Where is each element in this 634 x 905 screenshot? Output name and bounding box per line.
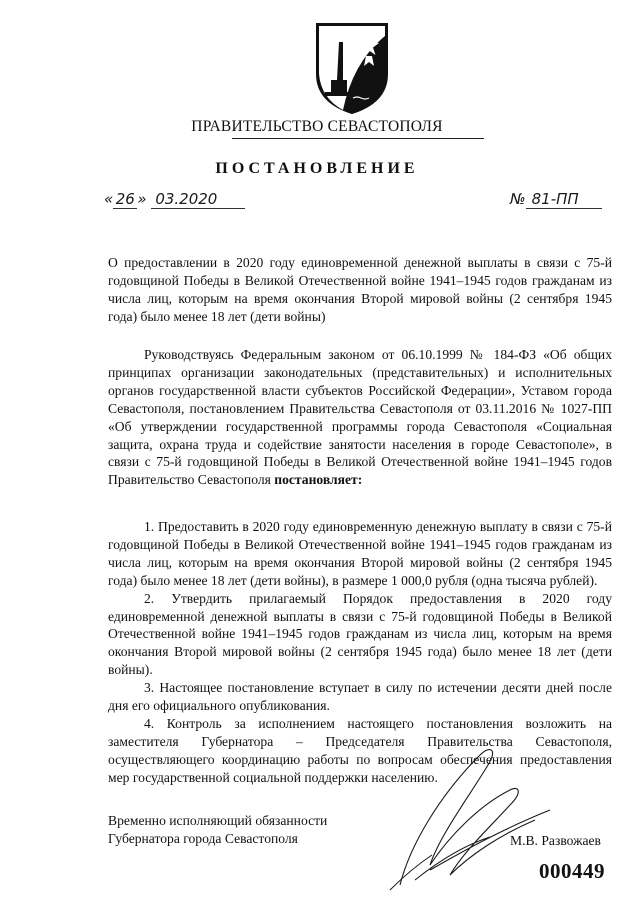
document-date (104, 190, 245, 209)
document-subject: О предоставлении в 2020 году единовременной денежной выплаты в связи с 75-й годовщиной Победы в Великой Отечественной войне 1941–1945 годов гражданам из числа лиц, которым на время окончания Второй мировой войны (2 сентября 1945 года) было менее 18 лет (дети войны) (108, 255, 612, 324)
government-underline (232, 138, 484, 139)
date-day: 26 (113, 190, 137, 209)
date-close-quote: » (137, 190, 147, 208)
preamble (108, 346, 612, 489)
document-number (510, 190, 602, 209)
signatory-position-line-1: Временно исполняющий обязанности (108, 813, 328, 828)
decree-item-1: 1. Предоставить в 2020 году единовременную денежную выплату в связи с 75-й годовщиной Победы в Великой Отечественной войне 1941–1945 годов гражданам из числа лиц, которым на время окончания Второй мировой войны (2 сентября 1945 года) было менее 18 лет (дети войны), в размере 1 000,0 рубля (одна тысяча рублей). (108, 519, 612, 588)
decree-item-3: 3. Настоящее постановление вступает в силу по истечении десяти дней после дня его официального опубликования. (108, 680, 612, 714)
coat-of-arms-icon (313, 22, 391, 115)
date-open-quote: « (104, 190, 114, 208)
document-title: ПОСТАНОВЛЕНИЕ (215, 160, 419, 177)
handwritten-signature (370, 735, 560, 895)
signatory-name: М.В. Развожаев (510, 833, 601, 848)
decree-item-4: 4. Контроль за исполнением настоящего постановления возложить на заместителя Губернатора – Председателя Правительства Севастополя, осуществляющего координацию работы по вопросам обеспечения предоставления мер государственной социальной поддержки населению. (108, 715, 612, 785)
decree-colon: : (357, 472, 363, 488)
government-name: ПРАВИТЕЛЬСТВО СЕВАСТОПОЛЯ (191, 118, 443, 135)
number-sign: № (510, 190, 526, 208)
number-value: 81-ПП (526, 190, 602, 209)
preamble-text: Руководствуясь Федеральным законом от 06.10.1999 № 184-ФЗ «Об общих принципах организации законодательных (представительных) и исполнительных органов государственной власти субъектов Российской Федерации», Уставом города Севастополя, постановлением Правительства Севастополя от 03.11.2016 № 1027-ПП «Об утверждении государственной программы города Севастополя «Социальная защита, охрана труда и содействие занятости населения в городе Севастополе», в связи с 75-й годовщиной Победы в Великой Отечественной войне 1941–1945 годов Правительство Севастополя (108, 347, 612, 488)
decree-item-2: 2. Утвердить прилагаемый Порядок предоставления в 2020 году единовременной денежной выплаты в связи с 75-й годовщиной Победы в Великой Отечественной войне 1941–1945 годов гражданам из числа лиц, которым на время окончания Второй мировой войны (2 сентября 1945 года) было менее 18 лет (дети войны). (108, 590, 612, 678)
date-month-year: 03.2020 (151, 190, 245, 209)
decree-word: постановляет (274, 472, 358, 488)
signatory-position-line-2: Губернатора города Севастополя (108, 830, 298, 846)
registration-number: 000449 (539, 859, 605, 883)
signatory-position (108, 812, 327, 848)
